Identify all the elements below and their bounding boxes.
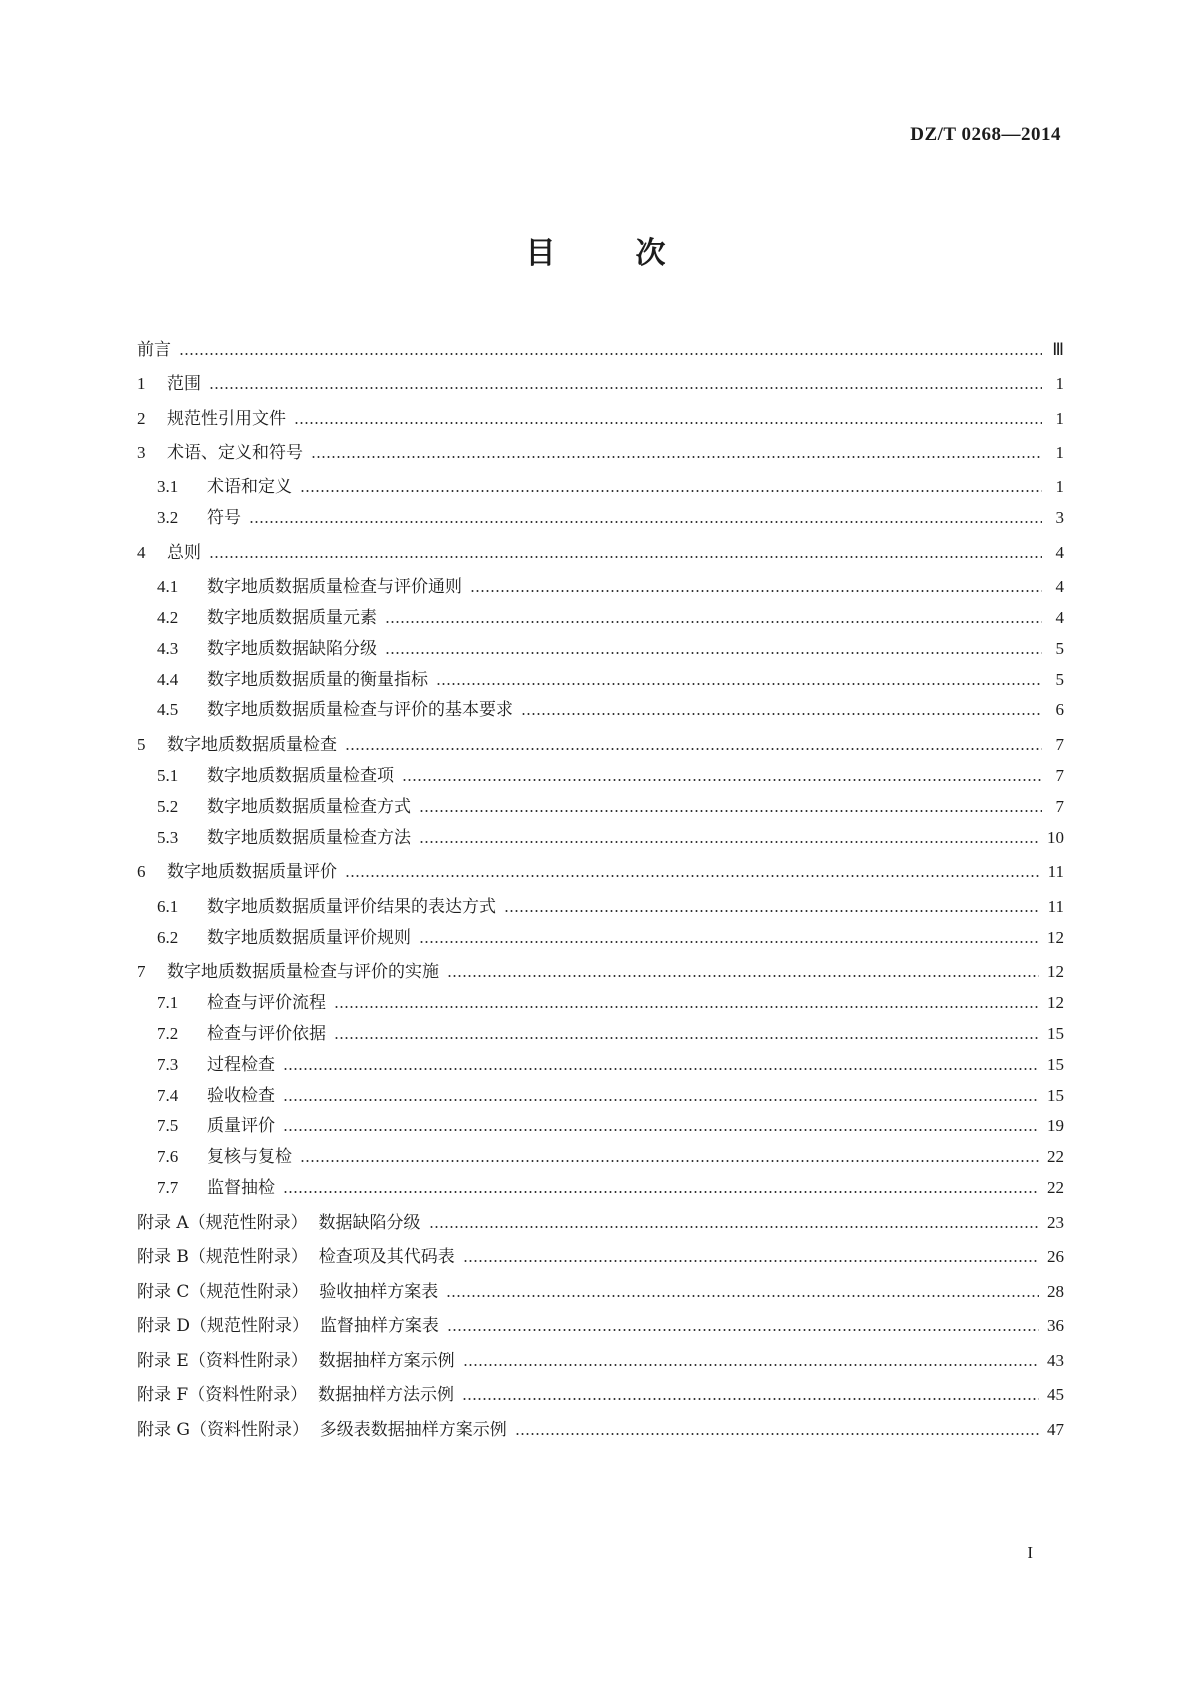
- toc-entry-number: 7.1: [157, 993, 179, 1012]
- toc-entry-page: 4: [1055, 543, 1064, 562]
- dot-leader: [463, 1260, 1039, 1262]
- dot-leader: [385, 621, 1042, 623]
- toc-entry[interactable]: [137, 1242, 1064, 1268]
- toc-entry-page: 28: [1047, 1282, 1064, 1301]
- toc-entry[interactable]: [137, 438, 1064, 464]
- toc-entry-number: 7.6: [157, 1147, 179, 1166]
- dot-leader: [470, 590, 1042, 592]
- toc-entry-label: 前言: [137, 340, 171, 360]
- toc-entry-page: 4: [1055, 608, 1064, 627]
- toc-entry-page: 22: [1047, 1147, 1064, 1166]
- toc-entry-label: 附录 B（规范性附录） 检查项及其代码表: [137, 1247, 455, 1267]
- toc-entry-number: 2: [137, 409, 146, 428]
- dot-leader: [311, 456, 1042, 458]
- dot-leader: [249, 521, 1042, 523]
- dot-leader: [429, 1226, 1040, 1228]
- dot-leader: [463, 1364, 1039, 1366]
- toc-entry-page: 36: [1047, 1316, 1064, 1335]
- toc-entry-page: 19: [1047, 1116, 1064, 1135]
- toc-entry-number: 5.1: [157, 766, 179, 785]
- toc-entry-page: Ⅲ: [1052, 340, 1064, 359]
- toc-entry[interactable]: [137, 1277, 1064, 1303]
- toc-entry-page: 26: [1047, 1247, 1064, 1266]
- dot-leader: [209, 387, 1042, 389]
- toc-entry-page: 4: [1055, 577, 1064, 596]
- toc-entry-page: 12: [1047, 928, 1064, 947]
- toc-entry-page: 12: [1047, 962, 1064, 981]
- toc-entry-page: 15: [1047, 1086, 1064, 1105]
- toc-entry-page: 1: [1055, 409, 1064, 428]
- toc-entry[interactable]: [157, 923, 1064, 949]
- toc-entry[interactable]: [157, 892, 1064, 918]
- dot-leader: [436, 683, 1042, 685]
- toc-entry-label: 数字地质数据质量检查与评价通则: [207, 577, 462, 597]
- toc-entry[interactable]: [137, 857, 1064, 883]
- toc-entry-label: 数字地质数据质量检查: [167, 735, 337, 755]
- toc-entry-label: 数字地质数据质量检查与评价的基本要求: [207, 700, 513, 720]
- toc-entry-label: 附录 A（规范性附录） 数据缺陷分级: [137, 1213, 421, 1233]
- toc-entry-number: 3.1: [157, 477, 179, 496]
- toc-entry-page: 7: [1055, 797, 1064, 816]
- toc-entry-page: 1: [1055, 477, 1064, 496]
- dot-leader: [446, 1295, 1039, 1297]
- toc-entry[interactable]: [157, 1173, 1064, 1199]
- toc-entry-label: 术语、定义和符号: [167, 443, 303, 463]
- dot-leader: [447, 975, 1039, 977]
- toc-entry-label: 数字地质数据质量检查方式: [207, 797, 411, 817]
- toc-entry-number: 7.7: [157, 1178, 179, 1197]
- toc-entry-label: 质量评价: [207, 1116, 275, 1136]
- dot-leader: [419, 941, 1039, 943]
- toc-entry-page: 47: [1047, 1420, 1064, 1439]
- toc-entry-number: 1: [137, 374, 146, 393]
- toc-entry-page: 1: [1055, 443, 1064, 462]
- toc-entry-number: 5.3: [157, 828, 179, 847]
- dot-leader: [385, 652, 1042, 654]
- toc-entry[interactable]: [157, 792, 1064, 818]
- toc-entry-label: 数字地质数据质量检查与评价的实施: [167, 962, 439, 982]
- toc-entry-label: 附录 G（资料性附录） 多级表数据抽样方案示例: [137, 1420, 507, 1440]
- toc-entry-page: 11: [1047, 897, 1064, 916]
- toc-entry-page: 15: [1047, 1024, 1064, 1043]
- toc-entry[interactable]: [137, 1311, 1064, 1337]
- toc-entry-label: 总则: [167, 543, 201, 563]
- toc-entry[interactable]: [157, 695, 1064, 721]
- toc-entry-page: 5: [1055, 639, 1064, 658]
- toc-entry-label: 数字地质数据质量评价结果的表达方式: [207, 897, 496, 917]
- toc-entry-number: 7.5: [157, 1116, 179, 1135]
- dot-leader: [419, 810, 1042, 812]
- toc-entry-label: 范围: [167, 374, 201, 394]
- toc-entry-label: 数字地质数据质量评价规则: [207, 928, 411, 948]
- toc-entry-number: 4.3: [157, 639, 179, 658]
- toc-entry-label: 数字地质数据缺陷分级: [207, 639, 377, 659]
- toc-entry-page: 22: [1047, 1178, 1064, 1197]
- dot-leader: [300, 490, 1042, 492]
- dot-leader: [345, 875, 1040, 877]
- toc-entry-label: 检查与评价依据: [207, 1024, 326, 1044]
- toc-entry-page: 23: [1047, 1213, 1064, 1232]
- toc-entry-label: 数字地质数据质量元素: [207, 608, 377, 628]
- toc-entry-page: 12: [1047, 993, 1064, 1012]
- toc-entry-page: 6: [1055, 700, 1064, 719]
- title-char-1: 目: [525, 236, 556, 271]
- toc-entry-number: 6.1: [157, 897, 179, 916]
- toc-entry-page: 11: [1047, 862, 1064, 881]
- dot-leader: [447, 1329, 1039, 1331]
- toc-entry-label: 监督抽检: [207, 1178, 275, 1198]
- toc-entry[interactable]: [157, 1019, 1064, 1045]
- toc-entry-number: 4: [137, 543, 146, 562]
- toc-entry[interactable]: [137, 957, 1064, 983]
- toc-entry[interactable]: [157, 1081, 1064, 1107]
- page-title: [0, 228, 1191, 272]
- dot-leader: [334, 1006, 1039, 1008]
- dot-leader: [283, 1099, 1039, 1101]
- dot-leader: [334, 1037, 1039, 1039]
- dot-leader: [294, 422, 1042, 424]
- toc-entry-label: 附录 C（规范性附录） 验收抽样方案表: [137, 1282, 439, 1302]
- dot-leader: [521, 713, 1042, 715]
- toc-entry[interactable]: [157, 634, 1064, 660]
- toc-entry-number: 4.2: [157, 608, 179, 627]
- toc-entry[interactable]: [157, 988, 1064, 1014]
- toc-entry-number: 3: [137, 443, 146, 462]
- toc-entry-label: 验收检查: [207, 1086, 275, 1106]
- toc-entry[interactable]: [137, 1415, 1064, 1441]
- toc-entry[interactable]: [137, 1208, 1064, 1234]
- toc-entry-number: 5: [137, 735, 146, 754]
- toc-entry[interactable]: [157, 1111, 1064, 1137]
- toc-entry-page: 7: [1055, 766, 1064, 785]
- dot-leader: [283, 1068, 1039, 1070]
- dot-leader: [345, 748, 1042, 750]
- toc-entry[interactable]: [137, 1380, 1064, 1406]
- toc-entry-label: 附录 E（资料性附录） 数据抽样方案示例: [137, 1351, 455, 1371]
- dot-leader: [179, 353, 1042, 355]
- toc-entry-number: 7: [137, 962, 146, 981]
- toc-entry[interactable]: [157, 1050, 1064, 1076]
- dot-leader: [283, 1129, 1039, 1131]
- standard-code: DZ/T 0268—2014: [910, 124, 1061, 145]
- toc-entry[interactable]: [157, 603, 1064, 629]
- toc-entry-number: 4.4: [157, 670, 179, 689]
- toc-entry-page: 15: [1047, 1055, 1064, 1074]
- toc-entry-label: 数字地质数据质量检查项: [207, 766, 394, 786]
- toc-entry-label: 术语和定义: [207, 477, 292, 497]
- toc-entry-label: 附录 F（资料性附录） 数据抽样方法示例: [137, 1385, 455, 1405]
- toc-entry-number: 3.2: [157, 508, 179, 527]
- toc-entry-page: 3: [1055, 508, 1064, 527]
- toc-entry[interactable]: [137, 730, 1064, 756]
- toc-entry-number: 6.2: [157, 928, 179, 947]
- toc-entry-page: 45: [1047, 1385, 1064, 1404]
- toc-entry-label: 附录 D（规范性附录） 监督抽样方案表: [137, 1316, 439, 1336]
- dot-leader: [283, 1191, 1039, 1193]
- toc-entry-label: 数字地质数据质量评价: [167, 862, 337, 882]
- toc-entry[interactable]: [157, 665, 1064, 691]
- toc-entry[interactable]: [157, 572, 1064, 598]
- dot-leader: [462, 1398, 1039, 1400]
- dot-leader: [402, 779, 1042, 781]
- toc-entry[interactable]: [157, 503, 1064, 529]
- toc-entry[interactable]: [137, 369, 1064, 395]
- toc-entry-label: 规范性引用文件: [167, 409, 286, 429]
- toc-entry-label: 数字地质数据质量检查方法: [207, 828, 411, 848]
- toc-entry[interactable]: [137, 404, 1064, 430]
- toc-entry[interactable]: [157, 823, 1064, 849]
- toc-entry-number: 7.2: [157, 1024, 179, 1043]
- toc-entry-number: 4.5: [157, 700, 179, 719]
- toc-entry-page: 10: [1047, 828, 1064, 847]
- toc-entry-label: 复核与复检: [207, 1147, 292, 1167]
- toc-entry-page: 43: [1047, 1351, 1064, 1370]
- toc-entry-number: 5.2: [157, 797, 179, 816]
- toc-entry[interactable]: [137, 1346, 1064, 1372]
- page-number: I: [1027, 1543, 1033, 1562]
- toc-entry-label: 数字地质数据质量的衡量指标: [207, 670, 428, 690]
- dot-leader: [209, 556, 1042, 558]
- toc-entry[interactable]: [137, 538, 1064, 564]
- toc-entry-page: 7: [1055, 735, 1064, 754]
- toc-entry-label: 过程检查: [207, 1055, 275, 1075]
- toc-entry-number: 7.3: [157, 1055, 179, 1074]
- toc-entry-label: 检查与评价流程: [207, 993, 326, 1013]
- toc-entry-label: 符号: [207, 508, 241, 528]
- dot-leader: [300, 1160, 1039, 1162]
- toc-entry[interactable]: [137, 335, 1064, 361]
- toc-entry-number: 7.4: [157, 1086, 179, 1105]
- toc-entry-number: 6: [137, 862, 146, 881]
- toc-entry[interactable]: [157, 761, 1064, 787]
- dot-leader: [504, 910, 1040, 912]
- toc-entry[interactable]: [157, 472, 1064, 498]
- toc-entry-page: 1: [1055, 374, 1064, 393]
- toc-entry-page: 5: [1055, 670, 1064, 689]
- title-char-2: 次: [635, 236, 666, 271]
- dot-leader: [515, 1433, 1039, 1435]
- toc-entry[interactable]: [157, 1142, 1064, 1168]
- toc-entry-number: 4.1: [157, 577, 179, 596]
- dot-leader: [419, 841, 1039, 843]
